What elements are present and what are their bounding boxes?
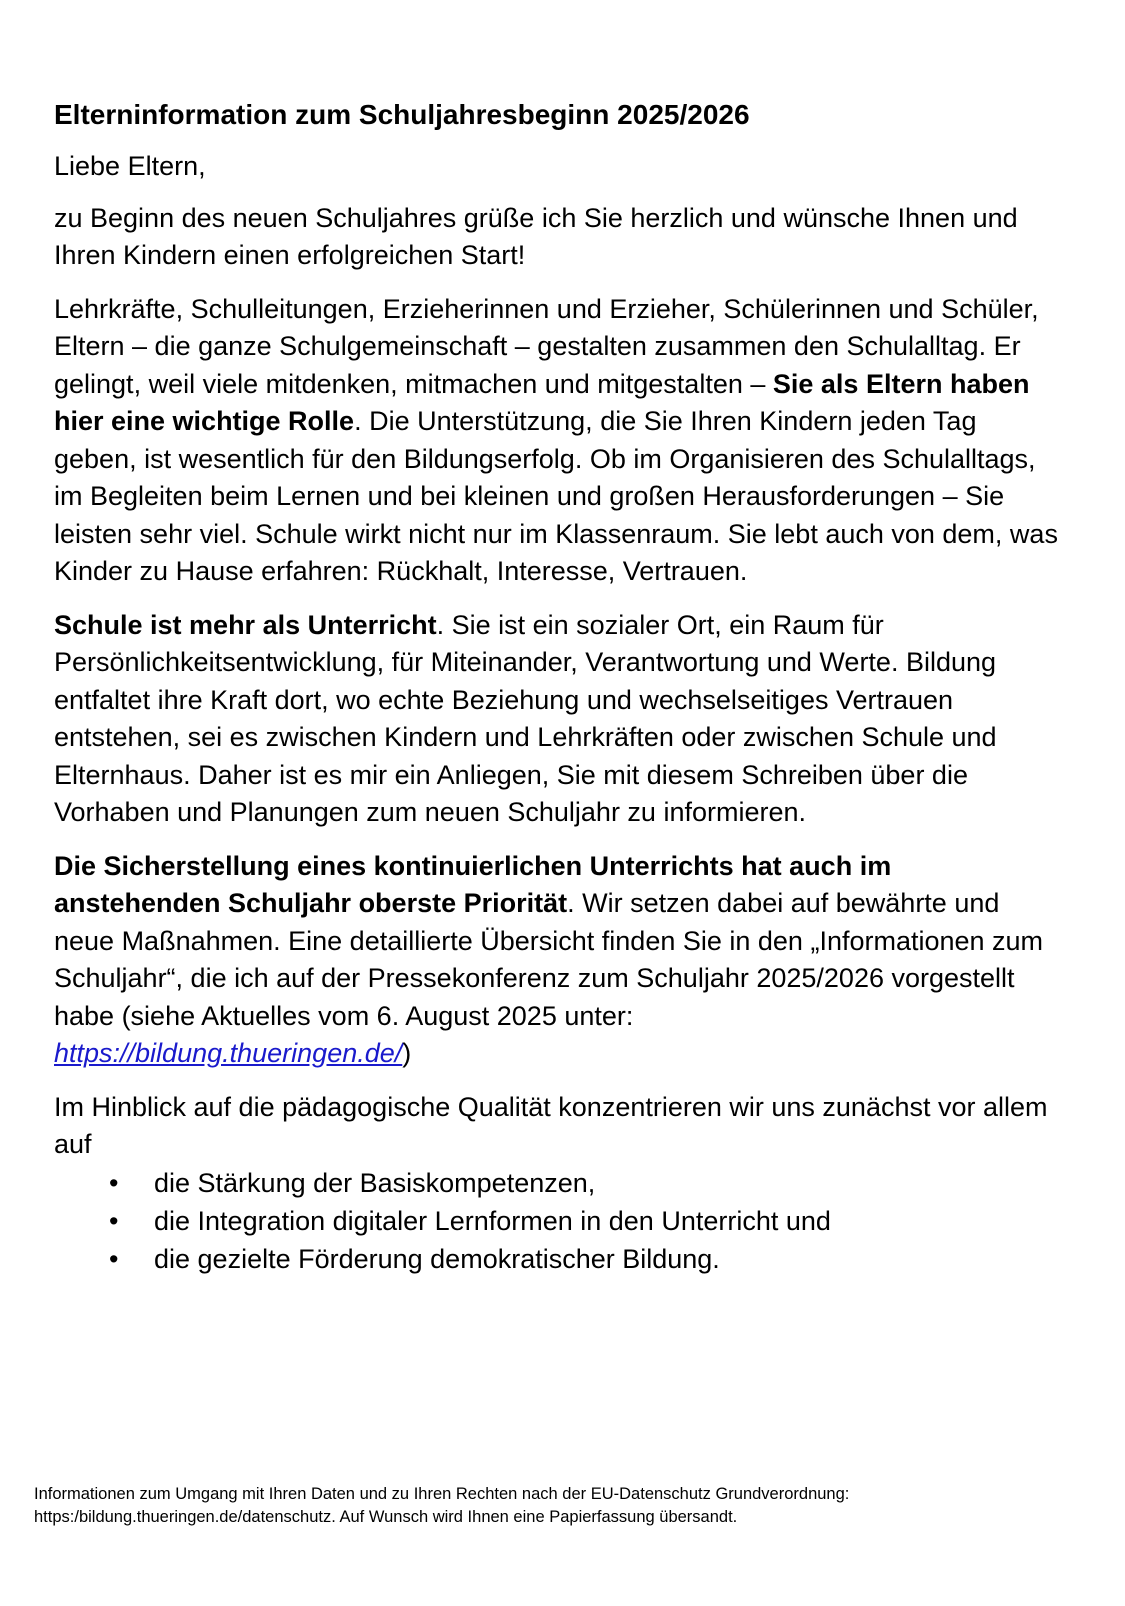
focus-list: [54, 1164, 1064, 1278]
paragraph-community: [54, 291, 1064, 591]
document-body: [54, 96, 1064, 1278]
footer-line: https:/bildung.thueringen.de/datenschutz. Auf Wunsch wird Ihnen eine Papierfassung übersandt.: [34, 1508, 738, 1526]
paragraph-text: . Sie ist ein sozialer Ort, ein Raum für Persönlichkeitsentwicklung, für Miteinander, Verantwortung und Werte. Bildung entfaltet ihre Kraft dort, wo echte Beziehung und wechselseitiges Vertrauen entstehen, sei es zwischen Kindern und Lehrkräften oder zwischen Schule und Elternhaus. Daher ist es mir ein Anliegen, Sie mit diesem Schreiben über die Vorhaben und Planungen zum neuen Schuljahr zu informieren.: [54, 609, 997, 827]
bullet-icon: •: [109, 1167, 119, 1198]
emphasis-text: Die Sicherstellung eines kontinuierlichen Unterrichts hat auch im anstehenden Schuljahr oberste Priorität: [54, 850, 892, 918]
document-title: Elterninformation zum Schuljahresbeginn 2025/2026: [54, 99, 750, 130]
paragraph-text: . Wir setzen dabei auf bewährte und neue Maßnahmen. Eine detaillierte Übersicht finden Sie in den „Informationen zum Schuljahr“, die ich auf der Pressekonferenz zum Schuljahr 2025/2026 vorgestellt habe (siehe Aktuelles vom 6. August 2025 unter:: [54, 888, 1044, 1031]
paragraph-text: ): [402, 1038, 412, 1068]
paragraph-text: Lehrkräfte, Schulleitungen, Erzieherinnen und Erzieher, Schülerinnen und Schüler, Eltern – die ganze Schulgemeinschaft – gestalten zusammen den Schulalltag. Er gelingt, weil viele mitdenken, mitmachen und mitgestalten –: [54, 293, 1039, 399]
paragraph-welcome: zu Beginn des neuen Schuljahres grüße ich Sie herzlich und wünsche Ihnen und Ihren Kindern einen erfolgreichen Start!: [54, 202, 1018, 270]
bullet-icon: •: [109, 1205, 119, 1236]
list-item: • die Stärkung der Basiskompetenzen,: [54, 1164, 1064, 1202]
paragraph-text: . Die Unterstützung, die Sie Ihren Kindern jeden Tag geben, ist wesentlich für den Bildungserfolg. Ob im Organisieren des Schulalltags, im Begleiten beim Lernen und bei kleinen und großen Herausforderungen – Sie leisten sehr viel. Schule wirkt nicht nur im Klassenraum. Sie lebt auch von dem, was Kinder zu Hause erfahren: Rückhalt, Interesse, Vertrauen.: [54, 406, 1058, 586]
list-item: • die gezielte Förderung demokratischer Bildung.: [54, 1240, 1064, 1278]
list-item: • die Integration digitaler Lernformen in den Unterricht und: [54, 1202, 1064, 1240]
greeting: Liebe Eltern,: [54, 151, 206, 181]
paragraph-priority: [54, 848, 1064, 1073]
paragraph-school: [54, 607, 1064, 832]
footer-line: Informationen zum Umgang mit Ihren Daten und zu Ihren Rechten nach der EU-Datenschutz Grundverordnung:: [34, 1485, 850, 1503]
emphasis-text: Schule ist mehr als Unterricht: [54, 609, 437, 640]
bildung-link[interactable]: https://bildung.thueringen.de/: [54, 1038, 403, 1068]
bullet-icon: •: [109, 1243, 119, 1274]
privacy-footer: [34, 1483, 1094, 1529]
emphasis-text: Sie als Eltern haben hier eine wichtige Rolle: [54, 368, 1030, 436]
paragraph-quality: Im Hinblick auf die pädagogische Qualität konzentrieren wir uns zunächst vor allem auf: [54, 1091, 1048, 1159]
